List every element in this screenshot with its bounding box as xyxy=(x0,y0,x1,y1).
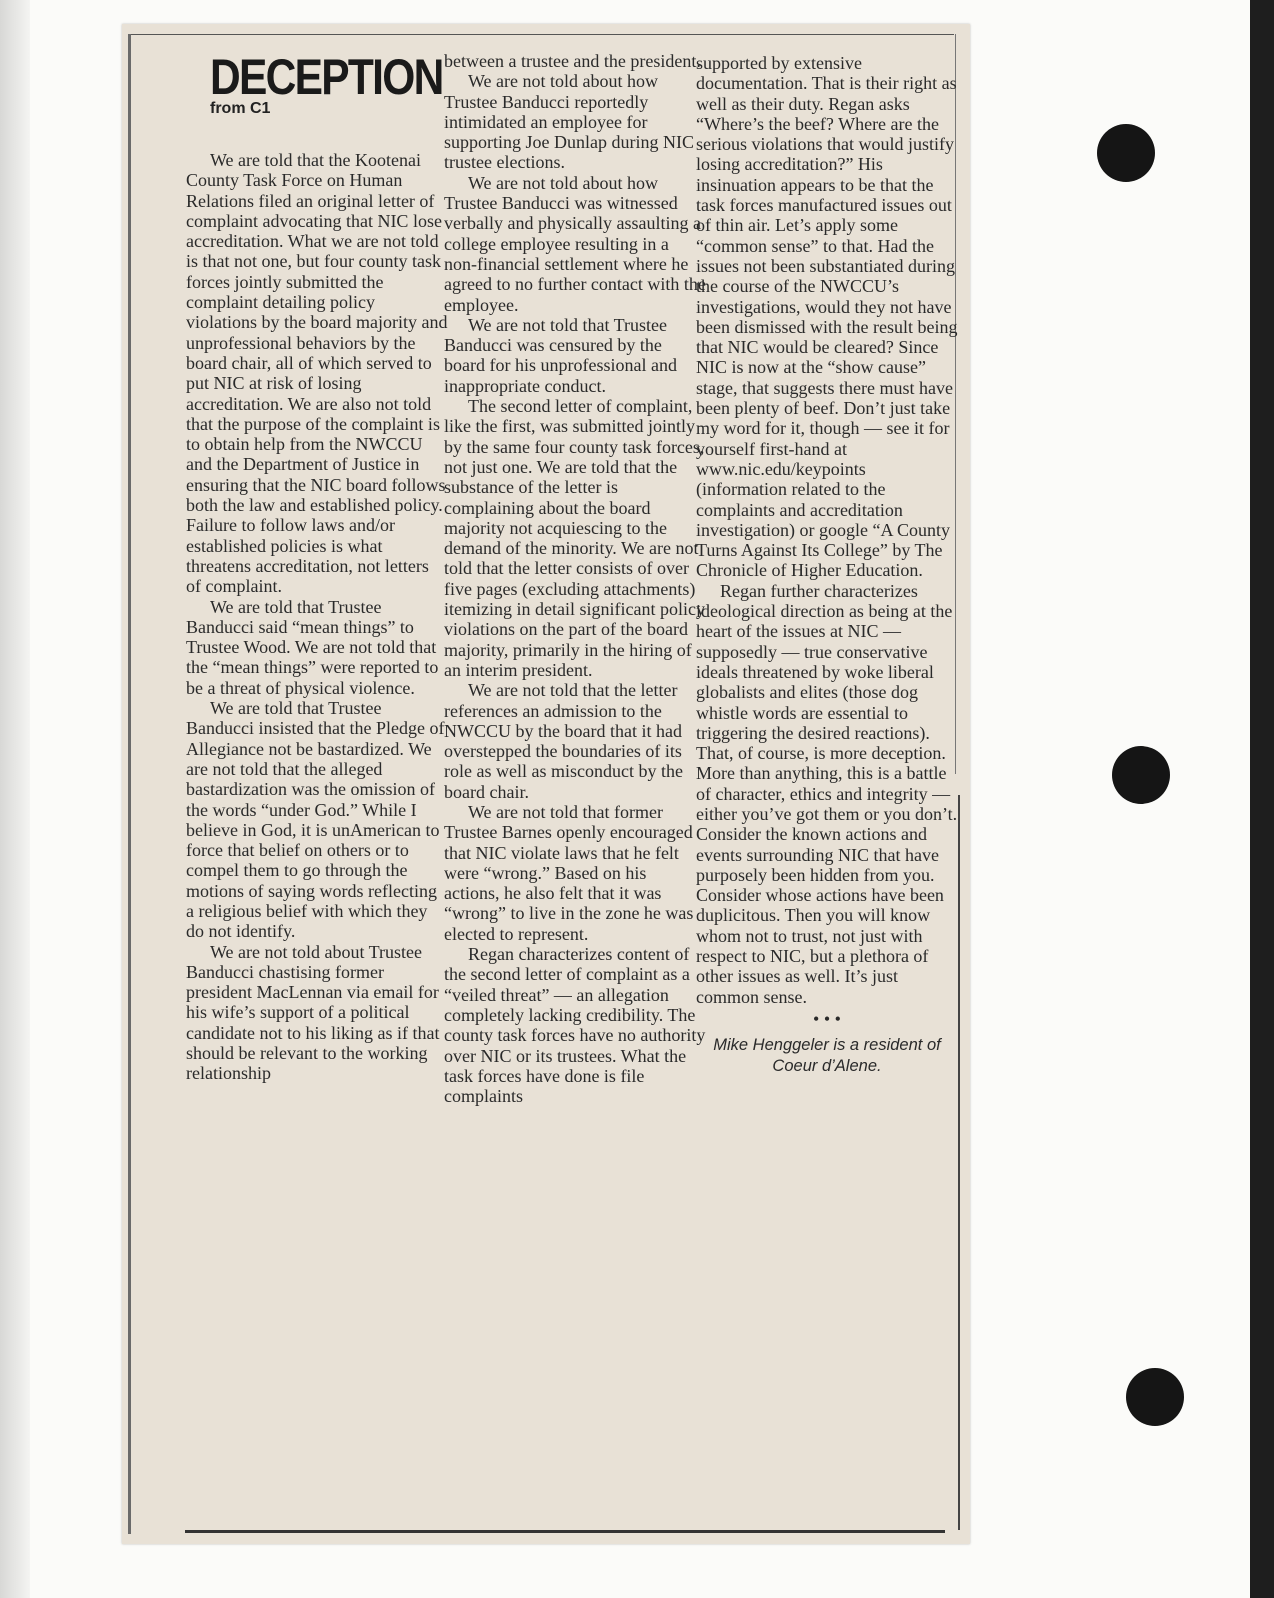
paragraph: between a trustee and the president. xyxy=(444,51,701,71)
paragraph: Regan characterizes content of the second letter of complaint as a “veiled threat” — an allegation completely lacking credibility. The county task forces have no authority over NIC or its trustees. What the task forces have done is file complaints xyxy=(444,944,706,1107)
bottom-rule xyxy=(185,1530,945,1533)
paragraph: We are not told about how Trustee Banducci reportedly intimidated an employee for supporting Joe Dunlap during NIC trustee elections. xyxy=(444,71,694,173)
paragraph: We are told that Trustee Banducci said “mean things” to Trustee Wood. We are not told that the “mean things” were reported to be a threat of physical violence. xyxy=(186,596,439,698)
page-edge-shadow xyxy=(0,0,30,1598)
end-dots: • • • xyxy=(813,1008,841,1029)
paragraph: supported by extensive documentation. That is their right as well as their duty. Regan asks “Where’s the beef? Where are the serious violations that would justify losing accreditation?” His insinuation appears to be that the task forces manufactured issues out of thin air. Let’s apply some “common sense” to that. Had the issues not been substantiated during the course of the NWCCU’s investigations, would they not have been dismissed with the result being that NIC would be cleared? Since NIC is now at the “show cause” stage, that suggests there must have been plenty of beef. Don’t just take my word for it, though — see it for yourself first-hand at www.nic.edu/keypoints (information related to the complaints and accreditation investigation) or google “A County Turns Against Its College” by The Chronicle of Higher Education. xyxy=(696,53,958,581)
paragraph: We are not told that Trustee Banducci was censured by the board for his unprofessional and inappropriate conduct. xyxy=(444,314,677,396)
article-column-1 xyxy=(186,150,448,1084)
jump-line: from C1 xyxy=(210,100,271,117)
punch-hole-bottom xyxy=(1126,1368,1184,1426)
paragraph: We are not told that the letter references an admission to the NWCCU by the board that it had overstepped the boundaries of its role as well as misconduct by the board chair. xyxy=(444,680,683,802)
punch-hole-middle xyxy=(1112,746,1170,804)
top-rule xyxy=(128,34,954,35)
article-headline: DECEPTION xyxy=(210,49,443,105)
right-rule-lower xyxy=(958,795,960,1530)
paragraph: We are told that the Kootenai County Task Force on Human Relations filed an original letter of complaint advocating that NIC lose accreditation. What we are not told is that not one, but four county task forces jointly submitted the complaint detailing policy violations by the board majority and unprofessional behaviors by the board chair, all of which served to put NIC at risk of losing accreditation. We are also not told that the purpose of the complaint is to obtain help from the NWCCU and the Department of Justice in ensuring that the NIC board follows both the law and established policy. Failure to follow laws and/or established policies is what threatens accreditation, not letters of complaint. xyxy=(186,150,448,597)
paragraph: We are not told about Trustee Banducci chastising former president MacLennan via email for his wife’s support of a political candidate not to his liking as if that should be relevant to the working relationship xyxy=(186,941,440,1084)
punch-hole-top xyxy=(1097,124,1155,182)
article-column-2 xyxy=(444,51,706,1106)
paragraph: We are told that Trustee Banducci insisted that the Pledge of Allegiance not be bastardized. We are not told that the alleged bastardization was the omission of the words “under God.” While I believe in God, it is unAmerican to force that belief on others or to compel them to go through the motions of saying words reflecting a religious belief with which they do not identify. xyxy=(186,698,445,942)
left-rule xyxy=(128,34,131,1534)
paragraph: Regan further characterizes ideological direction as being at the heart of the issues at NIC — supposedly — true conservative ideals threatened by woke liberal globalists and elites (those dog whistle words are essential to triggering the desired reactions). That, of course, is more deception. More than anything, this is a battle of character, ethics and integrity — either you’ve got them or you don’t. Consider the known actions and events surrounding NIC that have purposely been hidden from you. Consider whose actions have been duplicitous. Then you will know whom not to trust, not just with respect to NIC, but a plethora of other issues as well. It’s just common sense. xyxy=(696,580,958,1007)
paragraph: We are not told that former Trustee Barnes openly encouraged that NIC violate laws that he felt were “wrong.” Based on his actions, he also felt that it was “wrong” to live in the zone he was elected to represent. xyxy=(444,801,694,944)
article-column-3 xyxy=(696,53,958,1077)
paragraph: The second letter of complaint, like the first, was submitted jointly by the same four county task forces, not just one. We are told that the substance of the letter is complaining about the board majority not acquiescing to the demand of the minority. We are not told that the letter consists of over five pages (excluding attachments) itemizing in detail significant policy violations on the part of the board majority, primarily in the hiring of an interim president. xyxy=(444,396,705,680)
paragraph: We are not told about how Trustee Banducci was witnessed verbally and physically assaulting a college employee resulting in a non-financial settlement where he agreed to no further contact with the employee. xyxy=(444,172,706,315)
author-byline: Mike Henggeler is a resident of Coeur d’Alene. xyxy=(713,1036,941,1076)
